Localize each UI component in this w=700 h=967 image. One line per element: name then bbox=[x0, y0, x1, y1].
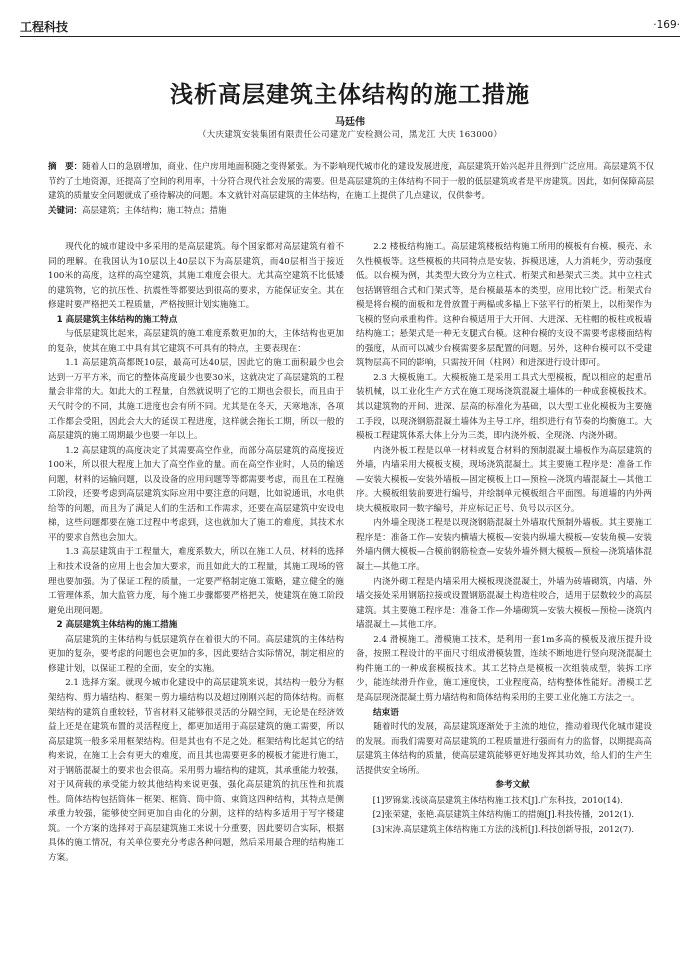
paragraph: 内浇外板工程是以单一材料或复合材料的预制混凝土墙板作为高层建筑的外墙，内墙采用大模板支模，现场浇筑混凝土。其主要施工程序是：准备工作—安装大模板—安装外墙板—固定模板上口—预检—浇筑内墙混凝土—其他工序。大模板组装前要进行编号，并绘制单元模板组合平面图。每道墙的内外两块大模板取同一数字编号，并应标记正号、负号以示区分。 bbox=[356, 445, 652, 514]
running-header bbox=[20, 14, 680, 37]
keywords bbox=[48, 204, 654, 219]
author-affiliation: （大庆建筑安装集团有限责任公司建龙广安检测公司，黑龙江 大庆 163000） bbox=[197, 130, 503, 140]
paragraph: 现代化的城市建设中多采用的是高层建筑。每个国家都对高层建筑有着不同的理解。在我国认为10层以上40层以下为高层建筑，而40层相当于接近100米的高度，这样的高空建筑，其施工难度会很大。尤其高空建筑不比低矮的建筑物，它的抗压性、抗震性等都要达到很高的要求，方能保证安全。其在修建时要严格把关工程质量，严格按照计划实施施工。 bbox=[48, 242, 344, 311]
abstract-block bbox=[48, 160, 654, 218]
references-heading: 参考文献 bbox=[495, 780, 530, 791]
paragraph: 1.2 高层建筑的高度决定了其需要高空作业，而部分高层建筑的高度接近100米，所以很大程度上加大了高空作业的量。而在高空作业时，人员的输送问题，材料的运输问题，以及设备的应用问题等等都需要考虑，而且在工程施工阶段，还要考虑到高层建筑实际应用中要注意的问题，比如说通讯，水电供给等的问题，而且为了满足人们的生活和工作需求，还要在高层建筑中安设电梯，这些问题都要在施工过程中考虑到，这也就加大了施工的难度，其技术水平的要求自然也会加大。 bbox=[48, 445, 344, 543]
section-heading: 2 高层建筑主体结构的施工措施 bbox=[56, 620, 178, 631]
page-number: ·169· bbox=[653, 19, 680, 31]
paragraph: 1.3 高层建筑由于工程量大，难度系数大，所以在施工人员、材料的选择上和技术设备的应用上也会加大要求，而且如此大的工程量，其施工现场的管理也要加强。为了保证工程的质量，一定要严格制定施工策略，建立健全的施工管理体系，加大监管力度，每个施工步骤都要严格把关，使建筑在施工阶段避免出现问题。 bbox=[48, 547, 344, 616]
keywords-label: 关键词： bbox=[48, 205, 83, 216]
paragraph: 内外墙全现浇工程是以现浇钢筋混凝土外墙取代预制外墙板。其主要施工程序是：准备工作—安装内横墙大模板—安装内纵墙大模板—安装角模—安装外墙内侧大模板—合模前钢筋检查—安装外墙外侧大模板—预检—浇筑墙体混凝土—其他工序。 bbox=[356, 518, 652, 573]
body-column-left bbox=[48, 240, 344, 866]
article-title: 浅析高层建筑主体结构的施工措施 bbox=[170, 81, 530, 108]
body-column-right bbox=[356, 240, 652, 836]
paragraph: 内浇外砌工程是内墙采用大模板现浇混凝土，外墙为砖墙砌筑，内墙、外墙交接处采用钢筋拉接或设置钢筋混凝土构造柱咬合，适用于层数较少的高层建筑。其主要施工程序是：准备工作—外墙砌筑—安装大模板—预检—浇筑内墙混凝土—其他工序。 bbox=[356, 576, 652, 631]
paragraph: 高层建筑的主体结构与低层建筑存在着很大的不同。高层建筑的主体结构更加的复杂，要考虑的问题也会更加的多，因此要结合实际情况，制定相应的修建计划，以保证工程的全面，安全的实施。 bbox=[48, 634, 344, 674]
section-heading: 1 高层建筑主体结构的施工特点 bbox=[56, 314, 178, 325]
abstract bbox=[48, 160, 654, 204]
paragraph: 2.3 大模板施工。大模板施工是采用工具式大型模板，配以相应的起重吊装机械，以工业化生产方式在施工现场浇筑混凝土墙体的一种成套模板技术。其以建筑物的开间、进深、层高的标准化为基础，以大型工业化模板为主要施工手段，以现浇钢筋混凝土墙体为主导工序，组织进行有节奏的均衡施工。大模板工程建筑体系大体上分为三类，即内浇外板、全现浇、内浇外砌。 bbox=[356, 372, 652, 442]
abstract-text: 随着人口的急剧增加，商业、住户房用地面积随之变得紧张。为不影响现代城市化的建设发展进度，高层建筑开始兴起并且得到广泛应用。高层建筑不仅节约了土地资源，还提高了空间的利用率，十分符合现代社会发展的需要。但是高层建筑的主体结构不同于一般的低层建筑或者是平房建筑。因此，如何保障高层建筑的质量安全问题就成了亟待解决的问题。本文就针对高层建筑的主体结构，在施工上提供了几点建议，仅供参考。 bbox=[48, 162, 654, 201]
journal-name: 工程科技 bbox=[20, 20, 69, 34]
reference-item: [2]张荣建，张艳.高层建筑主体结构施工的措施[J].科技传播，2012(1). bbox=[372, 809, 635, 820]
paragraph: 与低层建筑比起来，高层建筑的施工难度系数更加的大，主体结构也更加的复杂，使其在施工中具有其它建筑不可具有的特点，主要表现在： bbox=[48, 329, 344, 354]
paragraph: 随着时代的发展，高层建筑逐渐处于主流的地位，推动着现代化城市建设的发展。而我们需要对高层建筑的工程质量进行强而有力的监督，以期提高高层建筑主体结构的质量，使高层建筑能够更好地发挥其功效，给人们的生产生活提供安全场所。 bbox=[356, 722, 652, 776]
keywords-text: 高层建筑；主体结构；施工特点；措施 bbox=[82, 205, 227, 216]
paragraph: 2.2 楼板结构施工。高层建筑楼板结构施工所用的模板有台模、模壳、永久性模板等。这些模板的共同特点是安装、拆模迅速，人力消耗少，劳动强度低。以台模为例，其类型大致分为立柱式、桁架式和悬架式三类。其中立柱式包括钢管组合式和门架式等，是台模最基本的类型，应用比较广泛。桁架式台模是将台模的面板和龙骨放置于两榀或多榀上下弦平行的桁架上，以桁架作为飞模的竖向承重构件。这种台模适用于大开间、大进深、无柱帽的板柱或板墙结构施工；悬架式是一种无支腿式台模。这种台模的支设不需要考虑楼面结构的强度，从而可以减少台模需要多层配置的问题。另外，这种台模可以不受建筑物层高不同的影响，只需按开间（柱网）和进深进行设计即可。 bbox=[356, 242, 652, 369]
paragraph: 1.1 高层建筑高都既10层，最高可达40层，因此它的施工面积最少也会达到一万平方米，而它的整体高度最少也要30米，这就决定了高层建筑的工程量会非常的大。如此大的工程量，自然就说明了它的工期也会很长，而且由于天气时令的不同，其施工进度也会有所不同。尤其是在冬天，天寒地冻，各项工作都会受阻，因此会大大的延误工程进度，这样就会拖长工期，所以一般的高层建筑的施工周期最少也要一年以上。 bbox=[48, 358, 344, 442]
reference-item: [1]罗锦棠.浅谈高层建筑主体结构施工技术[J].广东科技，2010(14). bbox=[372, 794, 623, 805]
abstract-label: 摘 要： bbox=[48, 162, 83, 172]
paragraph: 2.1 选择方案。就现今城市化建设中的高层建筑来说，其结构一般分为框架结构、剪力墙结构、框架－剪力墙结构以及超过刚刚兴起的筒体结构。而框架结构的建筑自重较轻，节省材料又能够很灵活的分隔空间，无论是在经济效益上还是在建筑布置的灵活程度上，都更加适用于高层建筑的施工需要，所以高层建筑一般多采用框架结构。但是其也有不足之处。框架结构比起其它的结构来说，在施工上会有更大的难度，而且其也需要更多的模板才能进行施工，对于钢筋混凝土的要求也会很高。采用剪力墙结构的建筑，其承重能力较强，对于风荷载的承受能力较其他结构来说更强，强化高层建筑的抗压性和抗震性。筒体结构包括筒体－框架、框筒、筒中筒、束筒这四种结构，其特点是侧承重力较强，能够使空间更加自由化的分割，这样的结构多适用于写字楼建筑。一个方案的选择对于高层建筑施工来说十分重要，因此要切合实际，根据具体的施工情况，有关单位要充分考虑各种问题，然后采用最合理的结构施工方案。 bbox=[48, 678, 344, 863]
author-name: 马廷伟 bbox=[335, 117, 365, 128]
conclusion-heading: 结束语 bbox=[373, 707, 399, 718]
reference-item: [3]宋涛.高层建筑主体结构施工方法的浅析[J].科技创新导报，2012(7). bbox=[372, 823, 635, 834]
paragraph: 2.4 滑模施工。滑模施工技术，是利用一套1m多高的模板及液压提升设备，按照工程设计的平面尺寸组成滑模装置，连续不断地进行竖向现浇混凝土构件施工的一种成套模板技术。其工艺特点是模板一次组装成型，装拆工序少，能连续滑升作业，施工速度快，工业程度高，结构整体性能好。滑模工艺是高层现浇混凝土剪力墙结构和筒体结构采用的主要工业化施工方法之一。 bbox=[356, 634, 652, 703]
